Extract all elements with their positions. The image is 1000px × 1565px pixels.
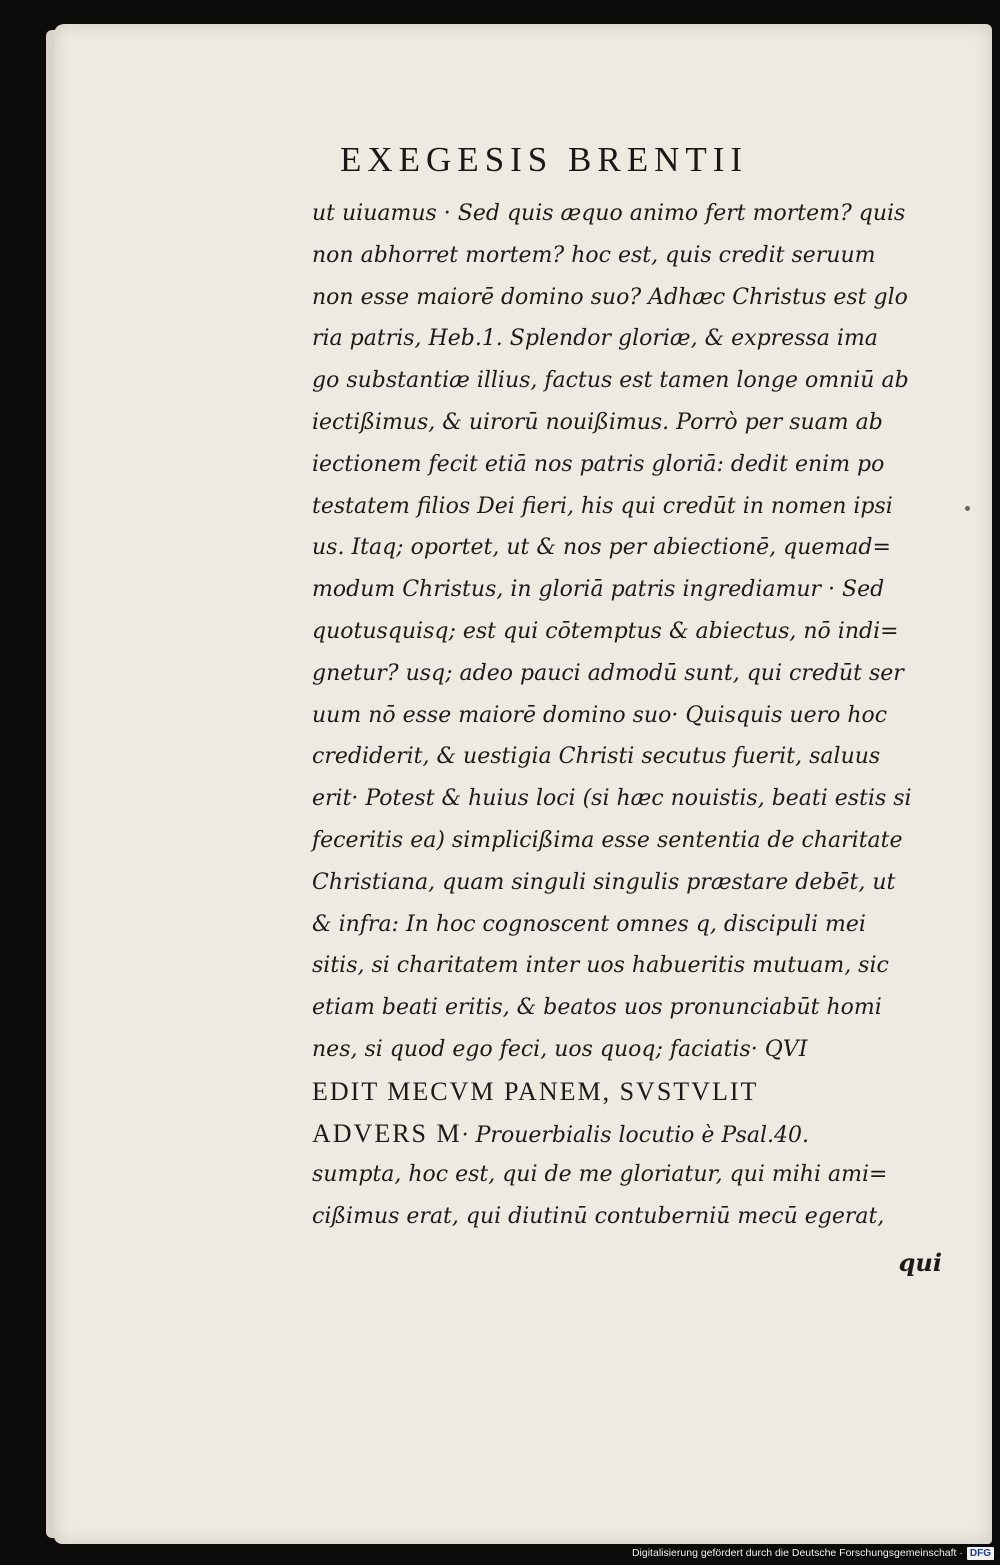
text-line: nes, si quod ego feci, uos quoq; faciatis· QVI: [312, 1036, 808, 1062]
text-line: go substantiæ illius, factus est tamen longe omniū ab: [312, 368, 909, 394]
running-head: EXEGESIS BRENTII: [340, 140, 749, 179]
text-line: non abhorret mortem? hoc est, quis credit seruum: [312, 242, 876, 268]
text-line: feceritis ea) simplicißima esse sententia de charitate: [312, 827, 903, 853]
text-line: ut uiuamus · Sed quis æquo animo fert mortem? quis: [312, 201, 906, 226]
text-line: cißimus erat, qui diutinū contuberniū mecū egerat,: [312, 1204, 885, 1230]
digitization-footer: [632, 1545, 994, 1561]
text-line: ria patris, Heb.1. Splendor gloriæ, & expressa ima: [312, 326, 878, 352]
text-line: Christiana, quam singuli singulis præstare debēt, ut: [312, 869, 896, 895]
text-line: erit· Potest & huius loci (si hæc nouistis, beati estis si: [312, 786, 912, 812]
text-line: gnetur? usq; adeo pauci admodū sunt, qui credūt ser: [312, 660, 904, 686]
text-line: modum Christus, in gloriā patris ingrediamur · Sed: [312, 577, 885, 603]
text-line: iectißimus, & uirorū nouißimus. Porrò per suam ab: [312, 409, 883, 435]
text-line: uum nō esse maiorē domino suo· Quisquis uero hoc: [312, 702, 888, 728]
text-line: EDIT MECVM PANEM, SVSTVLIT: [312, 1076, 759, 1106]
text-line: iectionem fecit etiā nos patris gloriā: dedit enim po: [312, 451, 885, 477]
text-line: sitis, si charitatem inter uos habueritis mutuam, sic: [312, 953, 889, 979]
text-line: crediderit, & uestigia Christi secutus fuerit, saluus: [312, 744, 881, 770]
text-line: non esse maiorē domino suo? Adhæc Christus est glo: [312, 284, 908, 310]
body-text: [312, 193, 942, 1238]
text-line: quotusquisq; est qui cōtemptus & abiectus, nō indi=: [312, 618, 899, 644]
text-line: testatem filios Dei fieri, his qui credūt in nomen ipsi: [312, 493, 893, 519]
italic-continuation: · Prouerbialis locutio è Psal.40.: [461, 1122, 810, 1148]
catchword: qui: [898, 1248, 942, 1277]
caps-lead-in: ADVERS M: [312, 1118, 462, 1148]
footer-credit: Digitalisierung gefördert durch die Deutsche Forschungsgemeinschaft ·: [631, 1547, 963, 1559]
text-line: etiam beati eritis, & beatos uos pronunciabūt homi: [312, 995, 882, 1021]
text-line: & infra: In hoc cognoscent omnes q, discipuli mei: [312, 911, 866, 937]
paper-speck: [965, 506, 970, 511]
text-line: [312, 1113, 942, 1155]
text-line: us. Itaq; oportet, ut & nos per abiectionē, quemad=: [312, 535, 891, 561]
text-line: sumpta, hoc est, qui de me gloriatur, qui mihi ami=: [312, 1162, 888, 1188]
dfg-logo-icon: DFG: [967, 1547, 994, 1560]
